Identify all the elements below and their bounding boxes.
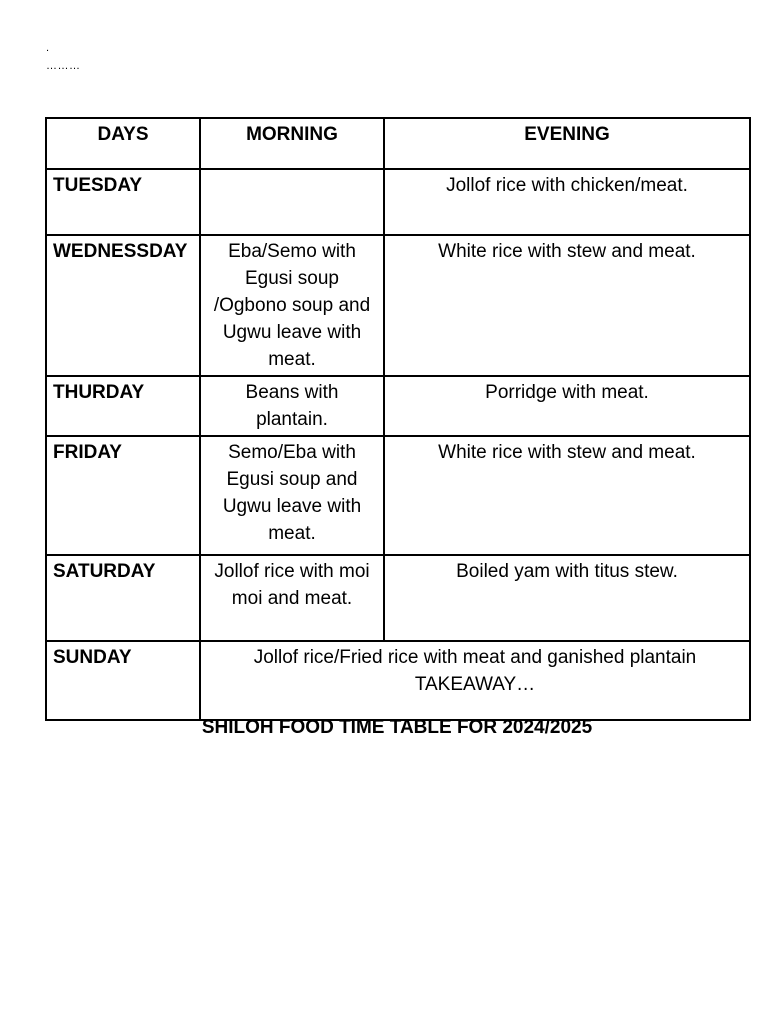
table-row-saturday (46, 555, 750, 641)
day-cell: SUNDAY (46, 641, 200, 720)
header-morning: MORNING (200, 118, 384, 169)
table-row-friday (46, 436, 750, 555)
morning-cell (200, 169, 384, 235)
evening-cell: Jollof rice with chicken/meat. (384, 169, 750, 235)
table-row-wednesday (46, 235, 750, 376)
day-cell: TUESDAY (46, 169, 200, 235)
table-row-thursday (46, 376, 750, 436)
morning-cell: Eba/Semo with Egusi soup /Ogbono soup and Ugwu leave with meat. (200, 235, 384, 376)
day-cell: SATURDAY (46, 555, 200, 641)
food-timetable (45, 117, 751, 721)
evening-cell: Porridge with meat. (384, 376, 750, 436)
day-cell: WEDNESSDAY (46, 235, 200, 376)
all-day-cell: Jollof rice/Fried rice with meat and ganished plantain TAKEAWAY… (200, 641, 750, 720)
table-header-row (46, 118, 750, 169)
top-dotted-line: ……… (46, 60, 81, 72)
evening-cell: Boiled yam with titus stew. (384, 555, 750, 641)
header-days: DAYS (46, 118, 200, 169)
header-evening: EVENING (384, 118, 750, 169)
timetable-caption: SHILOH FOOD TIME TABLE FOR 2024/2025 (201, 717, 593, 738)
day-cell: FRIDAY (46, 436, 200, 555)
top-dot-mark: . (46, 42, 50, 54)
morning-cell: Beans with plantain. (200, 376, 384, 436)
evening-cell: White rice with stew and meat. (384, 235, 750, 376)
morning-cell: Semo/Eba with Egusi soup and Ugwu leave with meat. (200, 436, 384, 555)
table-row-tuesday (46, 169, 750, 235)
morning-cell: Jollof rice with moi moi and meat. (200, 555, 384, 641)
evening-cell: White rice with stew and meat. (384, 436, 750, 555)
table-row-sunday (46, 641, 750, 720)
day-cell: THURDAY (46, 376, 200, 436)
